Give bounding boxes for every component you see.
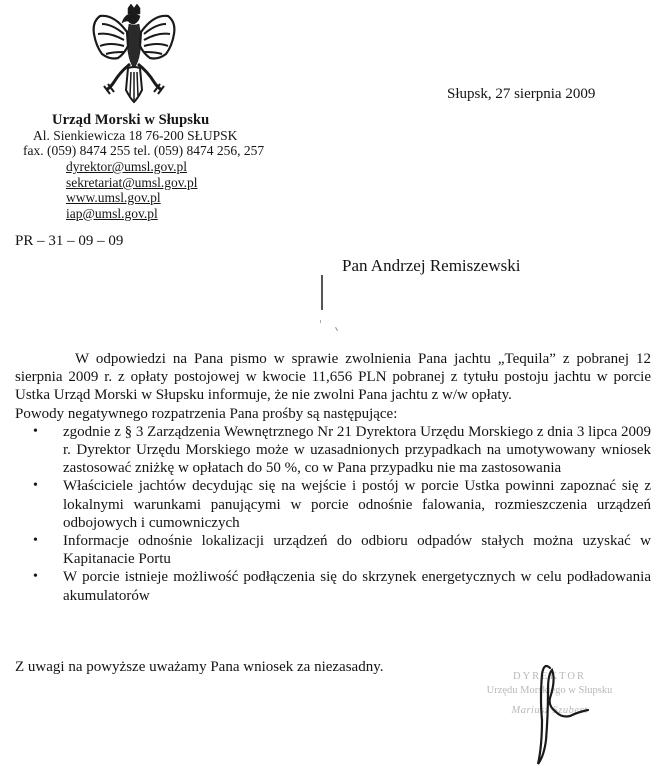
- bullet-icon: •: [33, 569, 38, 585]
- handwritten-signature-icon: [530, 660, 610, 770]
- organization-address: Al. Sienkiewicza 18 76-200 SŁUPSK: [33, 128, 238, 143]
- reference-number: PR – 31 – 09 – 09: [15, 233, 124, 249]
- reasons-intro: Powody negatywnego rozpatrzenia Pana prośby są następujące:: [15, 405, 398, 422]
- bullet-icon: •: [33, 423, 38, 439]
- list-item: [15, 477, 651, 532]
- stamp-institution: Urzędu Morskiego w Słupsku: [486, 685, 613, 696]
- reason-text: W porcie istnieje możliwość podłączenia się do skrzynek energetycznych w celu podładowania akumulatorów: [63, 569, 651, 604]
- bullet-icon: •: [33, 533, 38, 549]
- reason-text: Informacje odnośnie lokalizacji urządzeń do odbioru odpadów stałych można uzyskać w Kapitanacie Portu: [63, 533, 651, 568]
- stamp-person: Mariusz Szubert: [511, 705, 588, 716]
- list-item: [15, 532, 651, 568]
- list-item: [15, 568, 651, 604]
- organization-contact-phone-fax: fax. (059) 8474 255 tel. (059) 8474 256, 257: [23, 143, 265, 158]
- email-link-sekretariat[interactable]: sekretariat@umsl.gov.pl: [66, 174, 198, 190]
- website-link[interactable]: www.umsl.gov.pl: [66, 190, 161, 205]
- closing-sentence: Z uwagi na powyższe uważamy Pana wniosek za niezasadny.: [15, 659, 384, 675]
- scan-mark: [321, 275, 323, 310]
- reason-text: zgodnie z § 3 Zarządzenia Wewnętrznego Nr 21 Dyrektora Urzędu Morskiego z dnia 3 lipca 2009 r. Dyrektor Urzędu Morskiego może w uzasadnionych przypadkach na umotywowany wniosek zastosować zniżkę w opłatach do 50 %, co w Pana przypadku nie ma zastosowania: [63, 423, 651, 477]
- letter-date: Słupsk, 27 sierpnia 2009: [447, 86, 596, 102]
- stamp-title: DYREKTOR: [513, 671, 586, 682]
- list-item: [15, 423, 651, 478]
- body-paragraph: W odpowiedzi na Pana pismo w sprawie zwolnienia Pana jachtu „Tequila” z pobranej 12 sierpnia 2009 r. z opłaty postojowej w kwocie 11,656 PLN pobranej z tytułu postoju jachtu w porcie Ustka Urząd Morski w Słupsku informuje, że nie zwolni Pana jachtu z w/w opłaty.: [15, 351, 651, 404]
- email-link-iap[interactable]: iap@umsl.gov.pl: [66, 205, 158, 221]
- letter-body: [15, 350, 651, 605]
- email-link-dyrektor[interactable]: dyrektor@umsl.gov.pl: [66, 159, 188, 174]
- organization-links: [66, 159, 198, 221]
- bullet-icon: •: [33, 478, 38, 494]
- recipient-name: Pan Andrzej Remiszewski: [342, 256, 521, 275]
- reasons-list: [15, 423, 651, 605]
- polish-eagle-emblem-icon: [84, 2, 184, 104]
- organization-name: Urząd Morski w Słupsku: [52, 112, 210, 128]
- scan-mark: [320, 320, 321, 323]
- scan-mark: [335, 327, 338, 331]
- reason-text: Właściciele jachtów decydując się na wejście i postój w porcie Ustka powinni zapoznać się z lokalnymi warunkami panującymi w porcie odnośnie falowania, rozmieszczenia urządzeń odbojowych i cumowniczych: [63, 478, 651, 531]
